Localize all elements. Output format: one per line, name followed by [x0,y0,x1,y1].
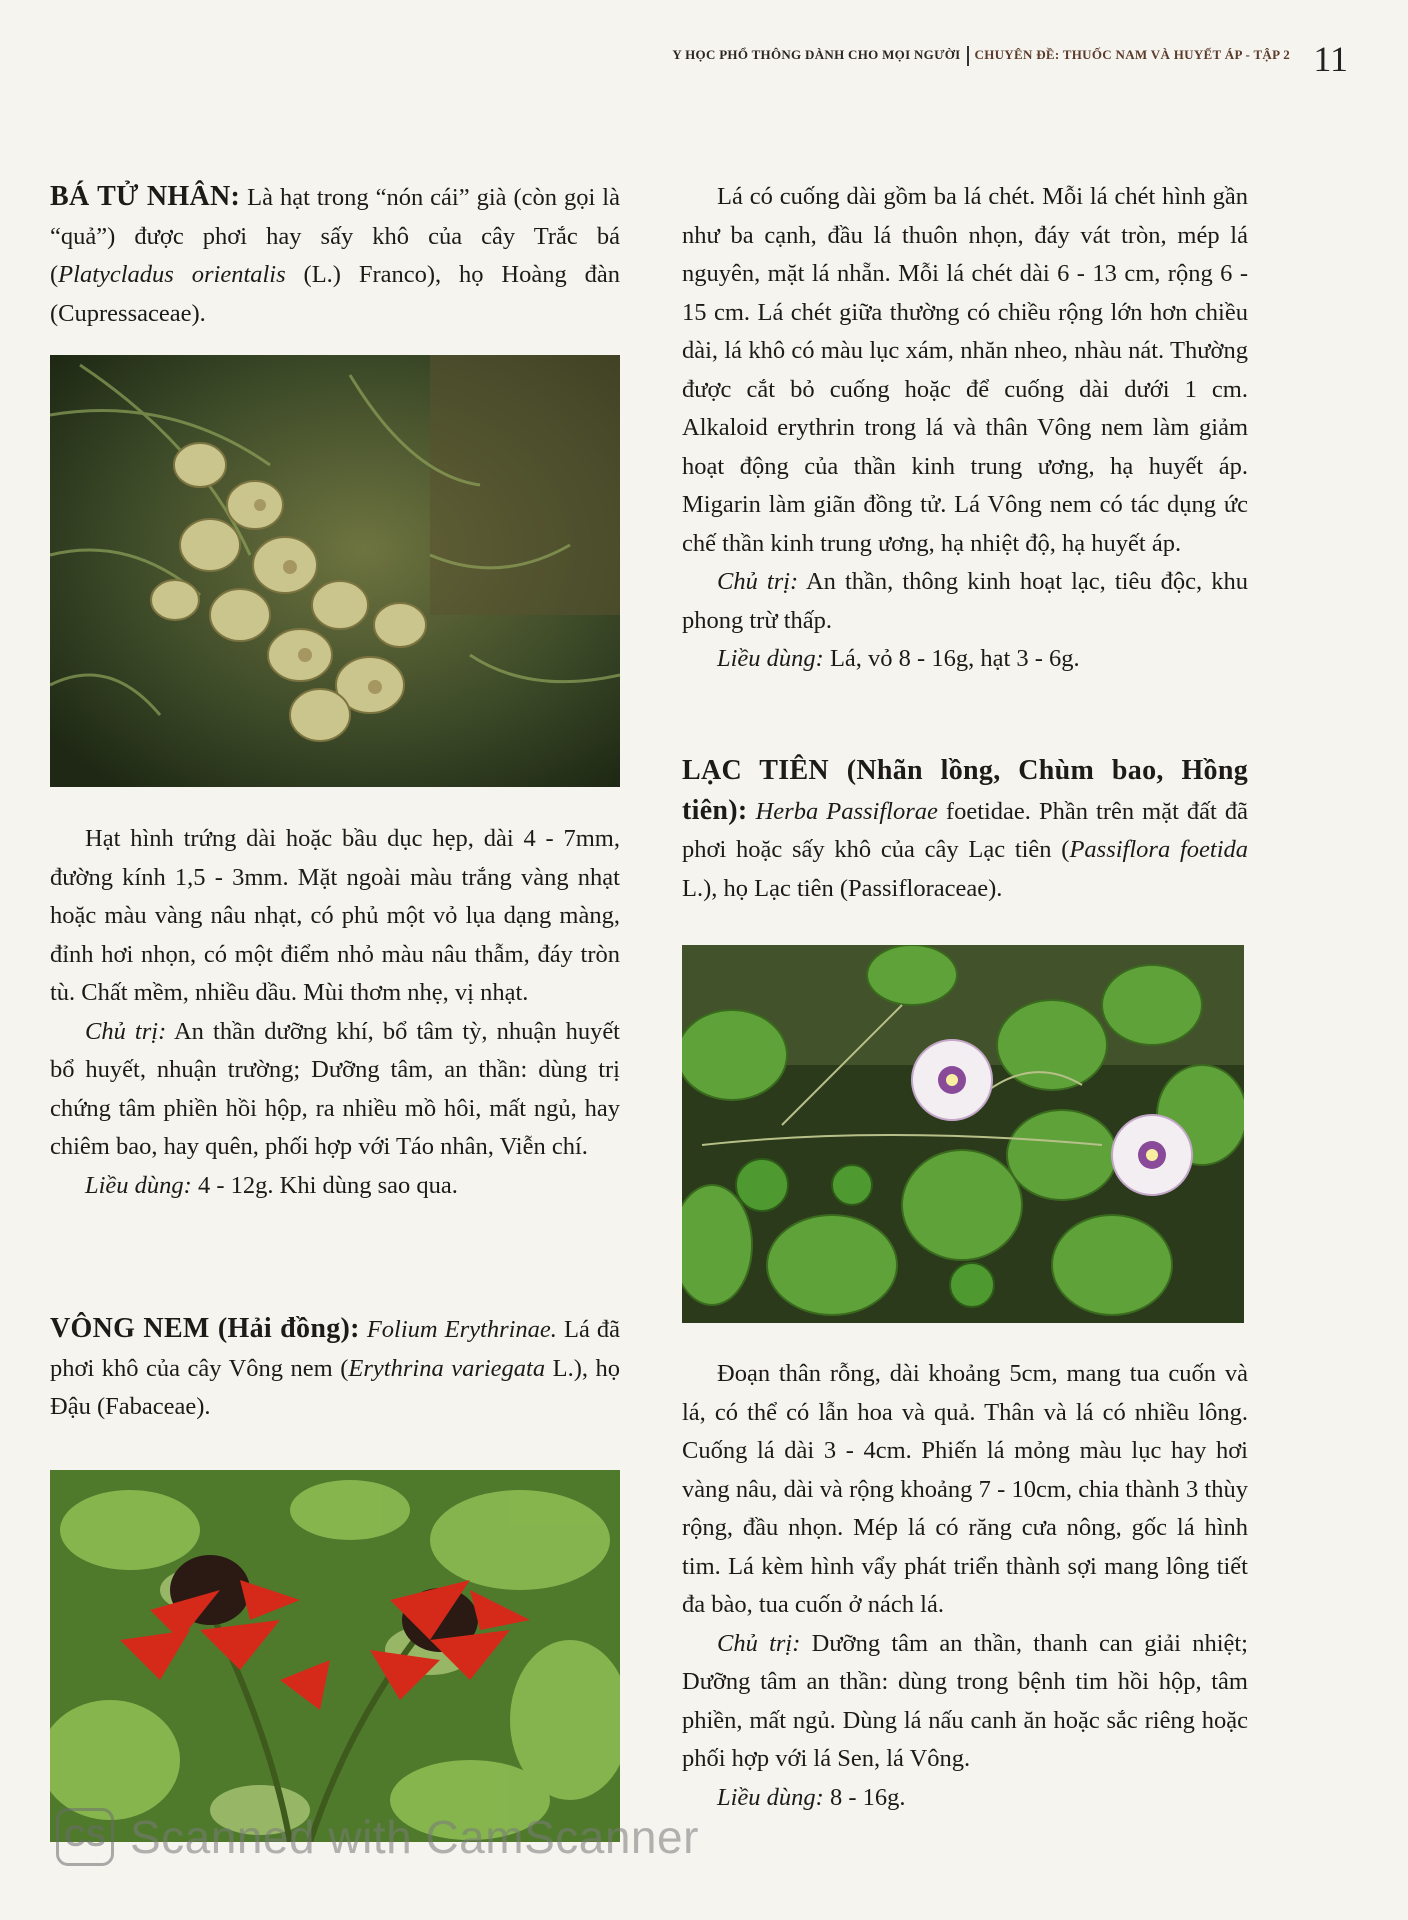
lac-tien-dosage [682,1779,1248,1818]
lieu-dung-label: Liều dùng: [85,1171,192,1199]
vong-nem-latin: Erythrina variegata [348,1354,546,1382]
watermark-text: Scanned with CamScanner [130,1811,699,1863]
lieu-dung-text: 8 - 16g. [823,1783,906,1811]
ba-tu-nhan-heading: BÁ TỬ NHÂN: [50,181,241,212]
chu-tri-label: Chủ trị: [717,1629,801,1657]
vong-nem-heading: VÔNG NEM (Hải đồng): [50,1313,360,1344]
series-title: Y HỌC PHỔ THÔNG DÀNH CHO MỌI NGƯỜI [672,46,961,62]
ba-tu-nhan-description: Hạt hình trứng dài hoặc bầu dục hẹp, dài 4 - 7mm, đường kính 1,5 - 3mm. Mặt ngoài màu trắng vàng nhạt hoặc màu vàng nâu nhạt, có phủ một vỏ lụa dạng màng, đỉnh hơi nhọn, có một điểm nhỏ màu nâu thẫm, đáy tròn tù. Chất mềm, nhiều dầu. Mùi thơm nhẹ, vị nhạt. [50,825,620,1006]
ba-tu-nhan-latin: Platycladus orientalis [58,261,286,288]
header-divider [967,46,969,66]
chu-tri-text: An thần dưỡng khí, bổ tâm tỳ, nhuận huyết bổ huyết, nhuận trường; Dưỡng tâm, an thần: dùng trị chứng tâm phiền hồi hộp, ra nhiều mồ hôi, mất ngủ, hay chiêm bao, hay quên, phối hợp với Táo nhân, Viễn chí. [50,1017,620,1160]
ba-tu-nhan-indications [50,1013,620,1167]
chu-tri-text: Dưỡng tâm an thần, thanh can giải nhiệt; Dưỡng tâm an thần: dùng trong bệnh tim hồi hộp, tâm phiền, mất ngủ. Dùng lá nấu canh ăn hoặc sắc riêng hoặc phối hợp với lá Sen, lá Vông. [682,1629,1248,1772]
vong-nem-indications [682,563,1248,640]
vong-nem-intro-text-2: L.), họ Đậu (Fabaceae). [50,1354,621,1420]
vong-nem-latin-name: Folium Erythrinae. [359,1316,557,1343]
lieu-dung-text: Lá, vỏ 8 - 16g, hạt 3 - 6g. [823,645,1080,672]
page-number: 11 [1313,39,1348,79]
lac-tien-intro-text-2: L.), họ Lạc tiên (Passifloraceae). [682,874,1003,902]
lac-tien-intro-text: foetidae. Phần trên mặt đất đã phơi hoặc sấy khô của cây Lạc tiên ( [682,797,1249,863]
lac-tien-intro [682,752,1248,908]
lac-tien-body [682,1355,1248,1817]
ba-tu-nhan-intro-text: Là hạt trong “nón cái” già (còn gọi là “quả”) được phơi hay sấy khô của cây Trắc bá ( [50,184,620,288]
ba-tu-nhan-intro [50,178,620,333]
lieu-dung-text: 4 - 12g. Khi dùng sao qua. [191,1171,458,1199]
lac-tien-photo [682,945,1244,1323]
lac-tien-heading: LẠC TIÊN (Nhãn lồng, Chùm bao, Hồng tiên): [682,755,1248,826]
lac-tien-description: Đoạn thân rỗng, dài khoảng 5cm, mang tua cuốn và lá, có thể có lẫn hoa và quả. Thân và lá có nhiều lông. Cuống lá dài 3 - 4cm. Phiến lá mỏng màu lục hay hơi vàng nâu, dài và rộng khoảng 7 - 10cm, chia thành 3 thùy rộng, đầu nhọn. Mép lá có răng cưa nông, gốc lá hình tim. Lá kèm hình vẩy phát triển thành sợi mang lông tiết đa bào, tua cuốn ở nách lá. [682,1360,1248,1618]
vong-nem-intro [50,1310,620,1427]
vong-nem-intro-text: Lá đã phơi khô của cây Vông nem ( [50,1316,621,1382]
camscanner-watermark [56,1808,699,1866]
chu-tri-text: An thần, thông kinh hoạt lạc, tiêu độc, khu phong trừ thấp. [682,568,1248,634]
lac-tien-herba: Herba Passiflorae [755,797,938,825]
ba-tu-nhan-body [50,820,620,1205]
lieu-dung-label: Liều dùng: [717,645,824,672]
chu-tri-label: Chủ trị: [717,568,799,595]
lac-tien-indications [682,1625,1248,1779]
vong-nem-photo [50,1470,620,1842]
vong-nem-description: Lá có cuống dài gồm ba lá chét. Mỗi lá chét hình gần như ba cạnh, đầu lá thuôn nhọn, đáy vát tròn, mép lá nguyên, mặt lá nhẵn. Mỗi lá chét dài 6 - 13 cm, rộng 6 - 15 cm. Lá chét giữa thường có chiều rộng lớn hơn chiều dài, lá khô có màu lục xám, nhăn nheo, nhàu nát. Thường được cắt bỏ cuống hoặc để cuống dài dưới 1 cm. Alkaloid erythrin trong lá và thân Vông nem làm giảm hoạt động của thần kinh trung ương, hạ huyết áp. Migarin làm giãn đồng tử. Lá Vông nem có tác dụng ức chế thần kinh trung ương, hạ nhiệt độ, hạ huyết áp. [682,183,1248,557]
chu-tri-label: Chủ trị: [85,1017,167,1045]
vong-nem-dosage [682,640,1248,679]
ba-tu-nhan-intro-text-2: (L.) Franco), họ Hoàng đàn (Cupressaceae). [50,261,620,327]
topic-title: CHUYÊN ĐỀ: THUỐC NAM VÀ HUYẾT ÁP - TẬP 2 [974,46,1290,62]
lac-tien-latin: Passiflora foetida [1069,836,1248,863]
running-header [672,46,1290,66]
camscanner-logo-icon: CS [56,1808,114,1866]
ba-tu-nhan-photo [50,355,620,787]
vong-nem-body [682,178,1248,679]
lieu-dung-label: Liều dùng: [717,1783,824,1811]
ba-tu-nhan-dosage [50,1167,620,1206]
